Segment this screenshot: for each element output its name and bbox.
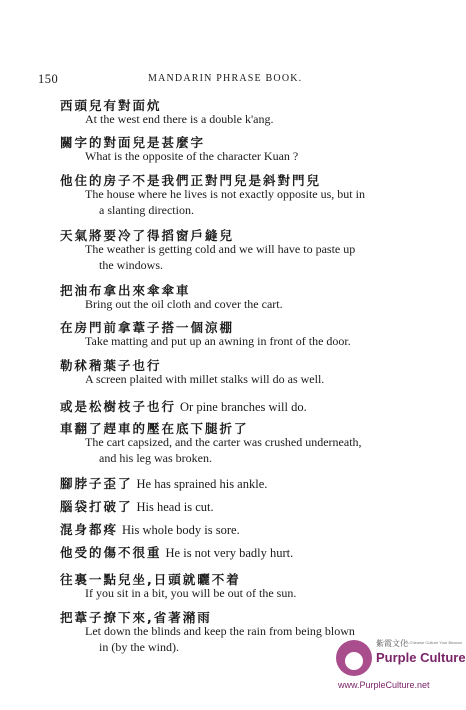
chinese-phrase-line xyxy=(60,474,267,492)
chinese-phrase: 腳脖子歪了 xyxy=(60,476,133,491)
running-title: MANDARIN PHRASE BOOK. xyxy=(148,73,303,84)
chinese-phrase: 他住的房子不是我們正對門兒是斜對門兒 xyxy=(60,173,322,188)
watermark-brand-name: Purple Culture xyxy=(376,650,466,665)
watermark-url: www.PurpleCulture.net xyxy=(338,680,430,690)
english-translation: The weather is getting cold and we will have to paste up xyxy=(85,242,356,256)
english-translation-inline: Or pine branches will do. xyxy=(180,400,307,414)
chinese-phrase: 勒秫稭葉子也行 xyxy=(60,358,162,373)
english-translation: Take matting and put up an awning in front of the door. xyxy=(85,334,351,348)
english-translation: A screen plaited with millet stalks will do as well. xyxy=(85,372,325,386)
chinese-phrase: 天氣將要冷了得搯窗戶縫兒 xyxy=(60,228,235,243)
english-translation-inline: He is not very badly hurt. xyxy=(165,546,294,560)
chinese-phrase: 西頭兒有對面炕 xyxy=(60,98,162,113)
purple-culture-watermark xyxy=(336,636,466,694)
page-number: 150 xyxy=(38,72,59,86)
english-translation-inline: He has sprained his ankle. xyxy=(136,477,268,491)
chinese-phrase-line xyxy=(60,520,240,538)
chinese-phrase-line xyxy=(60,397,307,415)
english-translation: What is the opposite of the character Kuan ? xyxy=(85,149,299,163)
chinese-phrase: 往裏一點兒坐,日頭就曬不着 xyxy=(60,572,241,587)
english-translation-inline: His head is cut. xyxy=(136,500,214,514)
chinese-phrase: 把油布拿出來傘傘車 xyxy=(60,283,191,298)
chinese-phrase: 混身都疼 xyxy=(60,522,119,537)
chinese-phrase: 腦袋打破了 xyxy=(60,499,133,514)
chinese-phrase-line xyxy=(60,497,214,515)
chinese-phrase: 他受的傷不很重 xyxy=(60,545,162,560)
english-translation: The house where he lives is not exactly opposite us, but in xyxy=(85,187,365,201)
english-translation-inline: His whole body is sore. xyxy=(122,523,240,537)
chinese-phrase: 在房門前拿葦子搭一個涼棚 xyxy=(60,320,235,335)
chinese-phrase: 或是松樹枝子也行 xyxy=(60,399,177,414)
english-translation: Let down the blinds and keep the rain from being blown xyxy=(85,624,355,638)
watermark-chinese-name: 紫霞文化 xyxy=(376,639,408,648)
english-translation: Bring out the oil cloth and cover the cart. xyxy=(85,297,283,311)
purple-culture-logo-icon xyxy=(336,640,372,676)
page-header xyxy=(38,72,408,86)
watermark-tagline: A Chinese Culture Your Beacon xyxy=(406,640,463,645)
english-translation-continued: the windows. xyxy=(99,258,163,272)
english-translation: The cart capsized, and the carter was crushed underneath, xyxy=(85,435,362,449)
english-translation: If you sit in a bit, you will be out of the sun. xyxy=(85,586,297,600)
english-translation-continued: a slanting direction. xyxy=(99,203,194,217)
chinese-phrase: 車翻了趕車的壓在底下腿折了 xyxy=(60,421,249,436)
chinese-phrase: 把葦子撩下來,省著潲雨 xyxy=(60,610,212,625)
english-translation: At the west end there is a double k'ang. xyxy=(85,112,274,126)
chinese-phrase-line xyxy=(60,543,293,561)
english-translation-continued: in (by the wind). xyxy=(99,640,179,654)
english-translation-continued: and his leg was broken. xyxy=(99,451,212,465)
chinese-phrase: 關字的對面兒是甚麼字 xyxy=(60,135,206,150)
